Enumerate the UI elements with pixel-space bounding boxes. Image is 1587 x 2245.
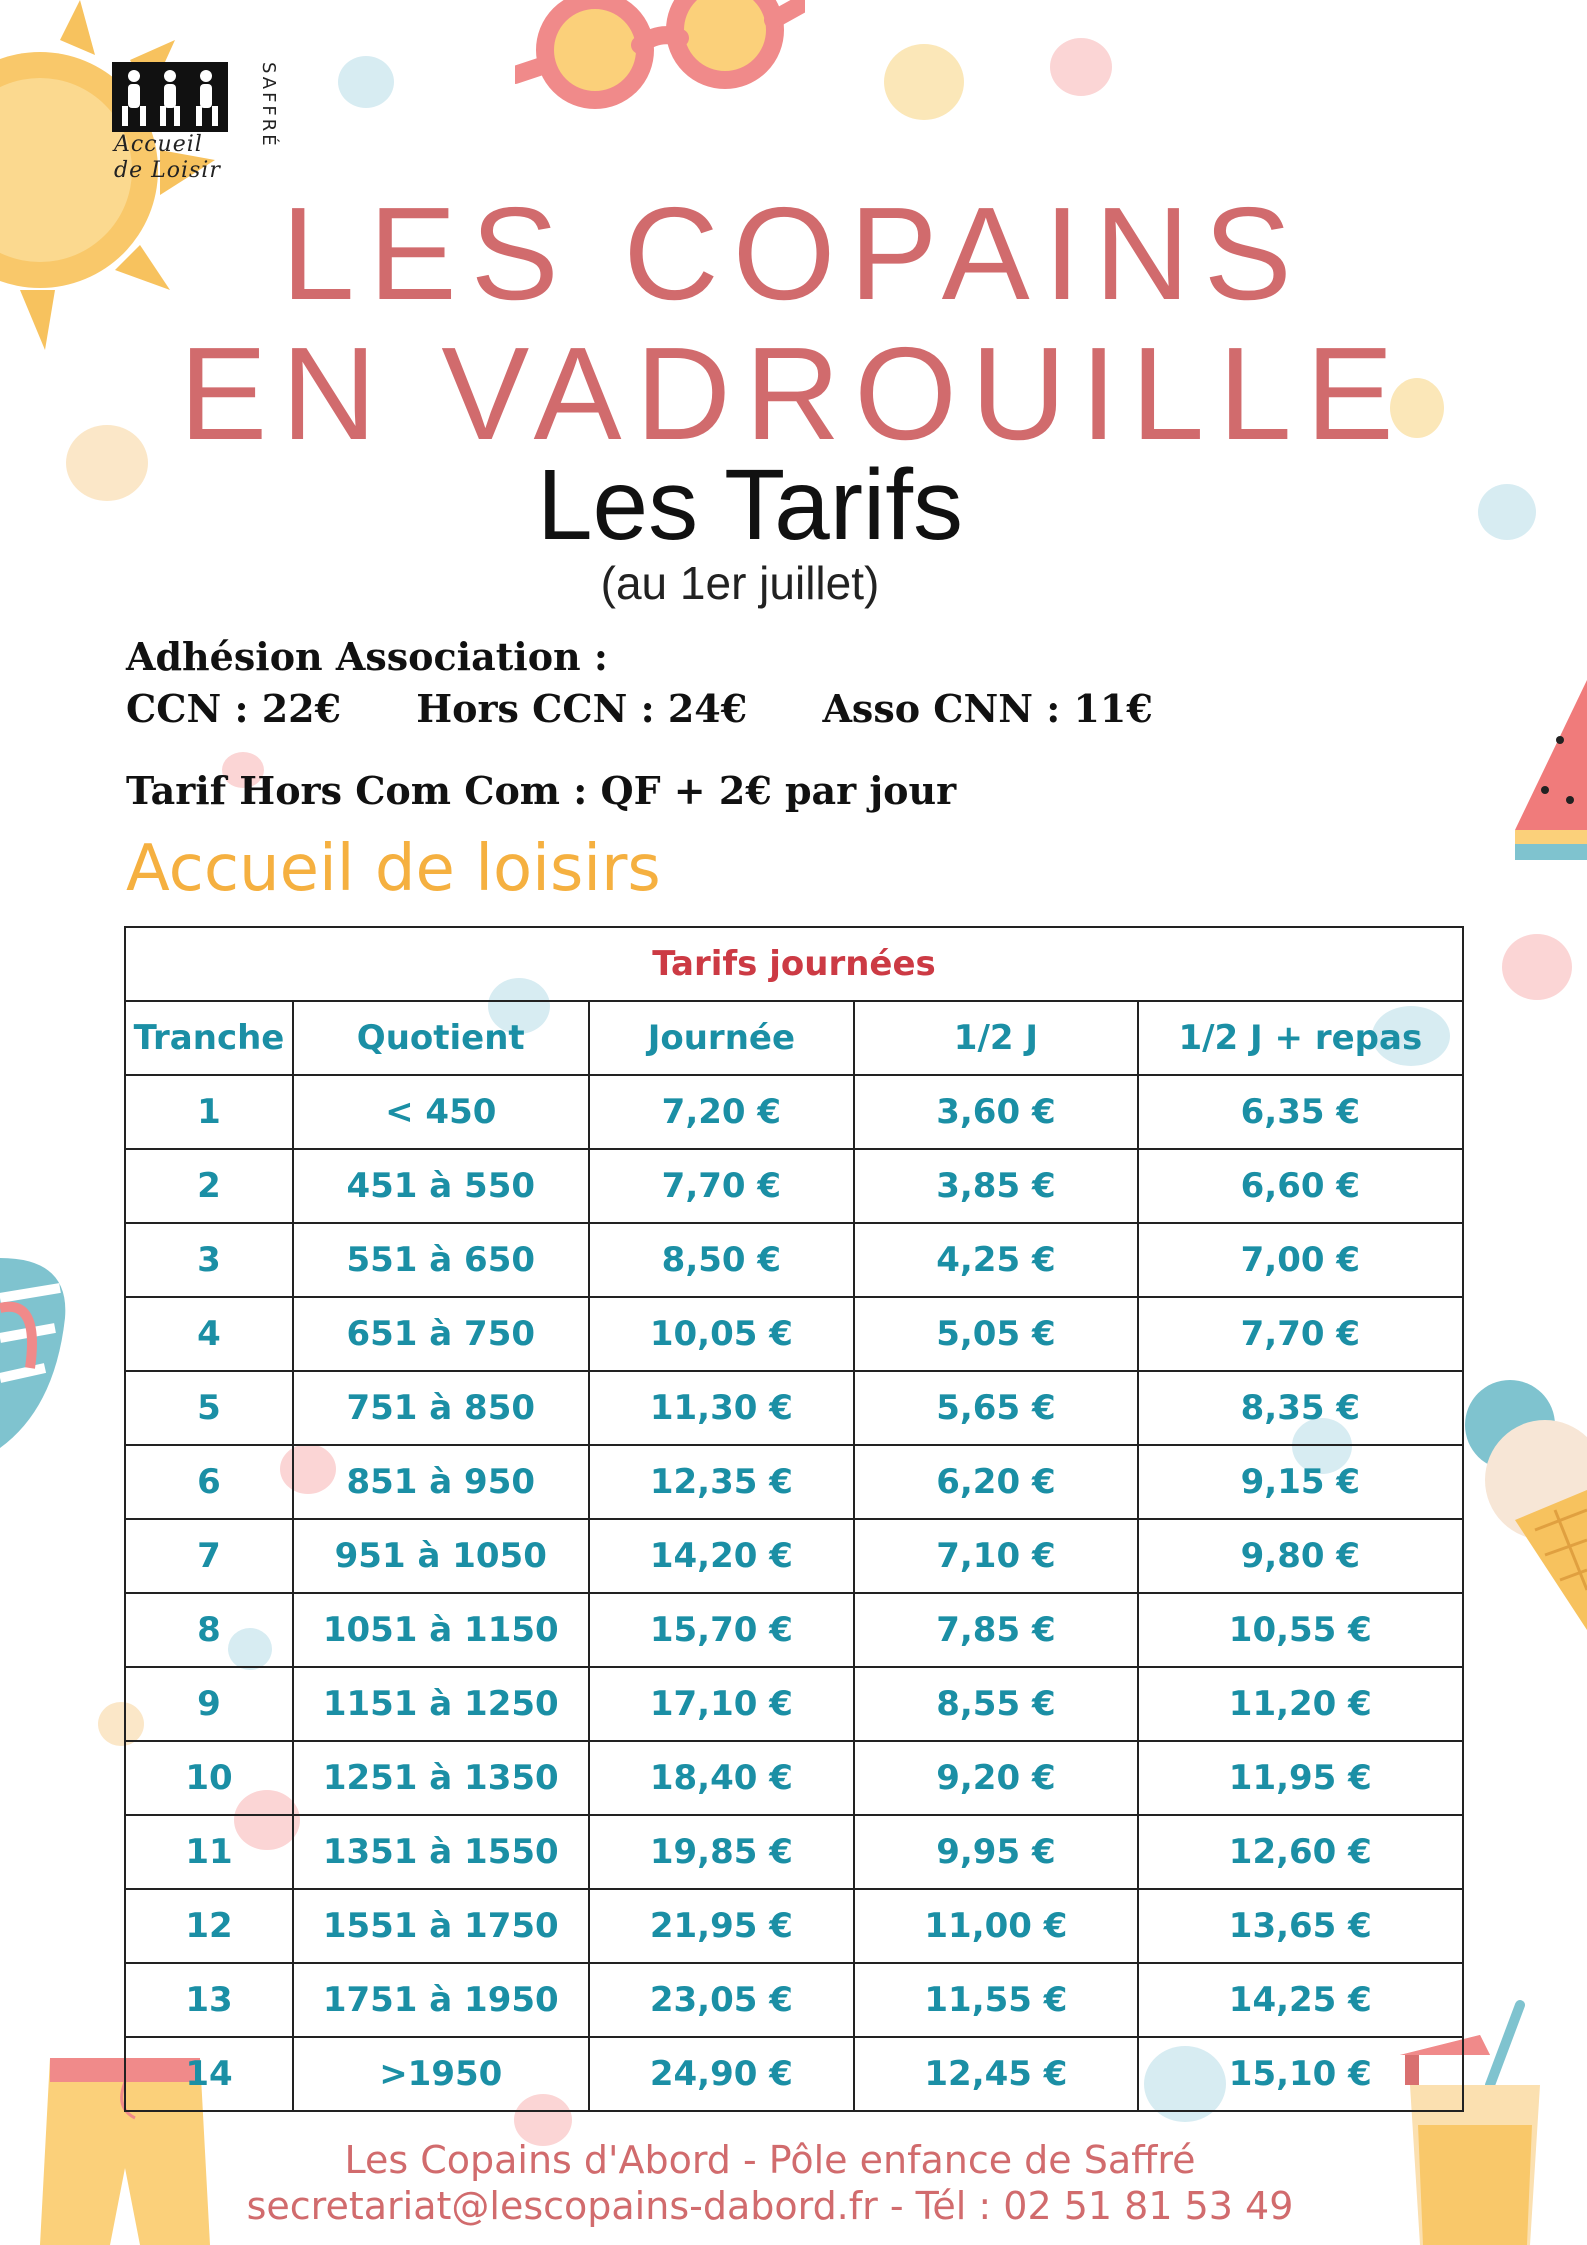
cell-half-day: 6,20 € <box>854 1445 1137 1519</box>
logo-text-line1: Accueil <box>114 132 203 157</box>
decorative-dot <box>884 44 964 120</box>
cell-tranche: 3 <box>125 1223 293 1297</box>
decorative-dot <box>1050 38 1112 96</box>
table-caption-row <box>125 927 1463 1001</box>
cell-tranche: 11 <box>125 1815 293 1889</box>
cell-tranche: 2 <box>125 1149 293 1223</box>
cell-quotient: 1151 à 1250 <box>293 1667 589 1741</box>
column-header-half-day-meal: 1/2 J + repas <box>1138 1001 1463 1075</box>
table-row <box>125 1667 1463 1741</box>
cell-half-day-meal: 8,35 € <box>1138 1371 1463 1445</box>
cell-half-day: 3,85 € <box>854 1149 1137 1223</box>
adhesion-price-asso-cnn: Asso CNN : 11€ <box>822 686 1153 731</box>
cell-half-day-meal: 7,00 € <box>1138 1223 1463 1297</box>
cell-tranche: 5 <box>125 1371 293 1445</box>
logo-text-line2: de Loisir <box>114 158 221 183</box>
table-caption: Tarifs journées <box>125 927 1463 1001</box>
table-row <box>125 1963 1463 2037</box>
cell-half-day-meal: 15,10 € <box>1138 2037 1463 2111</box>
cell-journee: 14,20 € <box>589 1519 855 1593</box>
logo-figures <box>112 62 228 132</box>
title-line-2: EN VADROUILLE <box>179 320 1408 467</box>
column-header-tranche: Tranche <box>125 1001 293 1075</box>
cell-half-day-meal: 7,70 € <box>1138 1297 1463 1371</box>
cell-tranche: 4 <box>125 1297 293 1371</box>
table-row <box>125 1741 1463 1815</box>
section-title: Accueil de loisirs <box>126 832 661 906</box>
watermelon-illustration <box>1505 680 1587 860</box>
table-row <box>125 1297 1463 1371</box>
cell-quotient: 551 à 650 <box>293 1223 589 1297</box>
cell-half-day: 11,55 € <box>854 1963 1137 2037</box>
table-row <box>125 1371 1463 1445</box>
cell-tranche: 13 <box>125 1963 293 2037</box>
footer-contact: secretariat@lescopains-dabord.fr - Tél : 02 51 81 53 49 <box>246 2184 1294 2228</box>
cell-quotient: 451 à 550 <box>293 1149 589 1223</box>
adhesion-label: Adhésion Association : <box>126 634 608 679</box>
cell-half-day: 5,65 € <box>854 1371 1137 1445</box>
adhesion-price-hors-ccn: Hors CCN : 24€ <box>416 686 748 731</box>
cell-journee: 10,05 € <box>589 1297 855 1371</box>
footer-organisation: Les Copains d'Abord - Pôle enfance de Saffré <box>344 2138 1196 2182</box>
cell-half-day: 11,00 € <box>854 1889 1137 1963</box>
cell-half-day: 5,05 € <box>854 1297 1137 1371</box>
column-header-journee: Journée <box>589 1001 855 1075</box>
cell-half-day: 9,20 € <box>854 1741 1137 1815</box>
cell-half-day-meal: 6,60 € <box>1138 1149 1463 1223</box>
ice-cream-illustration <box>1465 1380 1587 1630</box>
table-row <box>125 1815 1463 1889</box>
cell-quotient: 1351 à 1550 <box>293 1815 589 1889</box>
title-line-1: LES COPAINS <box>281 180 1306 327</box>
cell-half-day: 7,10 € <box>854 1519 1137 1593</box>
cell-half-day-meal: 12,60 € <box>1138 1815 1463 1889</box>
logo-text-vertical: SAFFRÉ <box>258 62 279 149</box>
column-header-quotient: Quotient <box>293 1001 589 1075</box>
cell-journee: 7,70 € <box>589 1149 855 1223</box>
cell-tranche: 6 <box>125 1445 293 1519</box>
table-row <box>125 1519 1463 1593</box>
cell-journee: 17,10 € <box>589 1667 855 1741</box>
cell-half-day: 9,95 € <box>854 1815 1137 1889</box>
cell-half-day-meal: 9,80 € <box>1138 1519 1463 1593</box>
cell-half-day-meal: 14,25 € <box>1138 1963 1463 2037</box>
cell-tranche: 1 <box>125 1075 293 1149</box>
table-row <box>125 1223 1463 1297</box>
cell-half-day-meal: 9,15 € <box>1138 1445 1463 1519</box>
table-row <box>125 1593 1463 1667</box>
cell-quotient: 751 à 850 <box>293 1371 589 1445</box>
cell-journee: 24,90 € <box>589 2037 855 2111</box>
adhesion-prices <box>126 686 1215 731</box>
cell-journee: 15,70 € <box>589 1593 855 1667</box>
subtitle: Les Tarifs <box>536 449 964 561</box>
cell-half-day: 4,25 € <box>854 1223 1137 1297</box>
cell-tranche: 10 <box>125 1741 293 1815</box>
cell-half-day: 8,55 € <box>854 1667 1137 1741</box>
cell-half-day: 7,85 € <box>854 1593 1137 1667</box>
cell-journee: 18,40 € <box>589 1741 855 1815</box>
cell-journee: 8,50 € <box>589 1223 855 1297</box>
cell-half-day-meal: 11,95 € <box>1138 1741 1463 1815</box>
cell-tranche: 7 <box>125 1519 293 1593</box>
cell-quotient: 1751 à 1950 <box>293 1963 589 2037</box>
date-note: (au 1er juillet) <box>600 557 880 609</box>
table-row <box>125 1149 1463 1223</box>
flipflop-illustration <box>0 1258 70 1448</box>
cell-quotient: 1551 à 1750 <box>293 1889 589 1963</box>
adhesion-price-ccn: CCN : 22€ <box>126 686 342 731</box>
table-row <box>125 1445 1463 1519</box>
cell-journee: 12,35 € <box>589 1445 855 1519</box>
cell-half-day-meal: 6,35 € <box>1138 1075 1463 1149</box>
cell-journee: 23,05 € <box>589 1963 855 2037</box>
cell-half-day-meal: 11,20 € <box>1138 1667 1463 1741</box>
table-header-row <box>125 1001 1463 1075</box>
column-header-half-day: 1/2 J <box>854 1001 1137 1075</box>
cell-journee: 11,30 € <box>589 1371 855 1445</box>
cell-quotient: 851 à 950 <box>293 1445 589 1519</box>
cell-quotient: 651 à 750 <box>293 1297 589 1371</box>
hors-comcom-note: Tarif Hors Com Com : QF + 2€ par jour <box>126 768 957 813</box>
table-row <box>125 2037 1463 2111</box>
cell-quotient: 1051 à 1150 <box>293 1593 589 1667</box>
decorative-dot <box>338 56 394 108</box>
table-row <box>125 1889 1463 1963</box>
logo <box>108 58 279 186</box>
table-row <box>125 1075 1463 1149</box>
sunglasses-illustration <box>515 0 805 130</box>
cell-quotient: >1950 <box>293 2037 589 2111</box>
cell-tranche: 9 <box>125 1667 293 1741</box>
cell-tranche: 12 <box>125 1889 293 1963</box>
decorative-dot <box>1502 934 1572 1000</box>
cell-half-day: 12,45 € <box>854 2037 1137 2111</box>
cell-half-day-meal: 10,55 € <box>1138 1593 1463 1667</box>
cell-tranche: 8 <box>125 1593 293 1667</box>
cell-journee: 7,20 € <box>589 1075 855 1149</box>
cell-journee: 19,85 € <box>589 1815 855 1889</box>
tarifs-table <box>124 926 1464 2112</box>
cell-tranche: 14 <box>125 2037 293 2111</box>
cell-half-day: 3,60 € <box>854 1075 1137 1149</box>
cell-quotient: 951 à 1050 <box>293 1519 589 1593</box>
cell-quotient: < 450 <box>293 1075 589 1149</box>
cell-half-day-meal: 13,65 € <box>1138 1889 1463 1963</box>
cell-journee: 21,95 € <box>589 1889 855 1963</box>
cell-quotient: 1251 à 1350 <box>293 1741 589 1815</box>
